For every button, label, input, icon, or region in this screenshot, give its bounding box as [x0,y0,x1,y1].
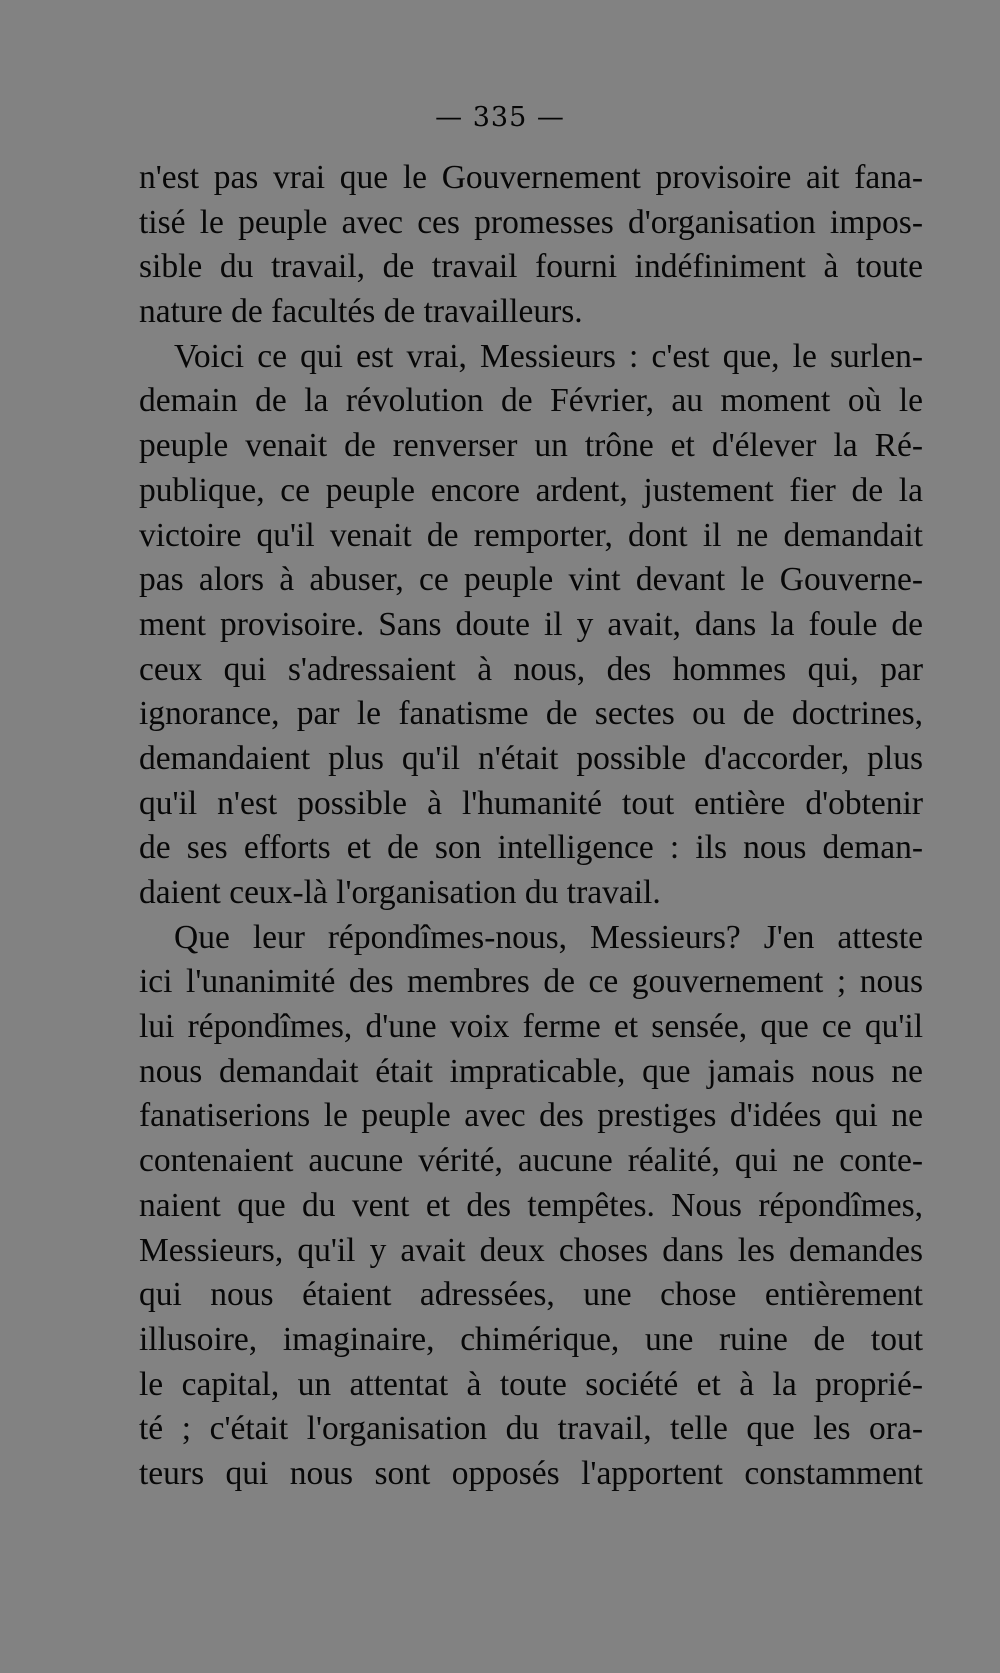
text-line: sible du travail, de travail fourni indéfiniment à toute [139,248,923,286]
text-line: demandaient plus qu'il n'était possible d'accorder, plus [139,739,923,777]
text-line: contenaient aucune vérité, aucune réalité, qui ne conte- [139,1142,923,1180]
text-line: qu'il n'est possible à l'humanité tout entière d'obtenir [139,784,923,822]
page-number: — 335 — [435,102,565,133]
text-line: n'est pas vrai que le Gouvernement provisoire ait fana- [139,159,923,196]
text-line: nature de facultés de travailleurs. [139,293,583,331]
text-line: peuple venait de renverser un trône et d'élever la Ré- [139,427,923,465]
text-line: de ses efforts et de son intelligence : ils nous deman- [139,829,923,867]
text-line: daient ceux-là l'organisation du travail. [139,874,661,911]
text-line: qui nous étaient adressées, une chose entièrement [139,1276,923,1314]
text-line: illusoire, imaginaire, chimérique, une ruine de tout [139,1320,923,1358]
text-line: té ; c'était l'organisation du travail, telle que les ora- [139,1410,923,1448]
text-line: Messieurs, qu'il y avait deux choses dans les demandes [139,1231,923,1269]
text-line: ment provisoire. Sans doute il y avait, dans la foule de [139,605,923,643]
text-line: pas alors à abuser, ce peuple vint devant le Gouverne- [139,561,923,599]
text-line: ignorance, par le fanatisme de sectes ou de doctrines, [139,695,923,733]
text-line: ici l'unanimité des membres de ce gouvernement ; nous [139,963,923,1001]
text-line: naient que du vent et des tempêtes. Nous répondîmes, [139,1186,923,1224]
text-line: victoire qu'il venait de remporter, dont il ne demandait [139,516,923,554]
text-line: le capital, un attentat à toute société et à la proprié- [139,1365,923,1403]
text-line: lui répondîmes, d'une voix ferme et sensée, que ce qu'il [139,1008,923,1046]
text-line: ceux qui s'adressaient à nous, des hommes qui, par [139,650,923,688]
body-text [139,156,923,1497]
paragraph-start-line: Que leur répondîmes-nous, Messieurs? J'en atteste [174,918,923,956]
text-line: fanatiserions le peuple avec des prestiges d'idées qui ne [139,1097,923,1135]
text-line: nous demandait était impraticable, que jamais nous ne [139,1052,923,1090]
text-line: tisé le peuple avec ces promesses d'organisation impos- [139,203,923,241]
paragraph-start-line: Voici ce qui est vrai, Messieurs : c'est que, le surlen- [174,337,923,375]
text-line: demain de la révolution de Février, au moment où le [139,382,923,420]
text-line: teurs qui nous sont opposés l'apportent constamment [139,1454,923,1492]
text-line: publique, ce peuple encore ardent, justement fier de la [139,471,923,509]
